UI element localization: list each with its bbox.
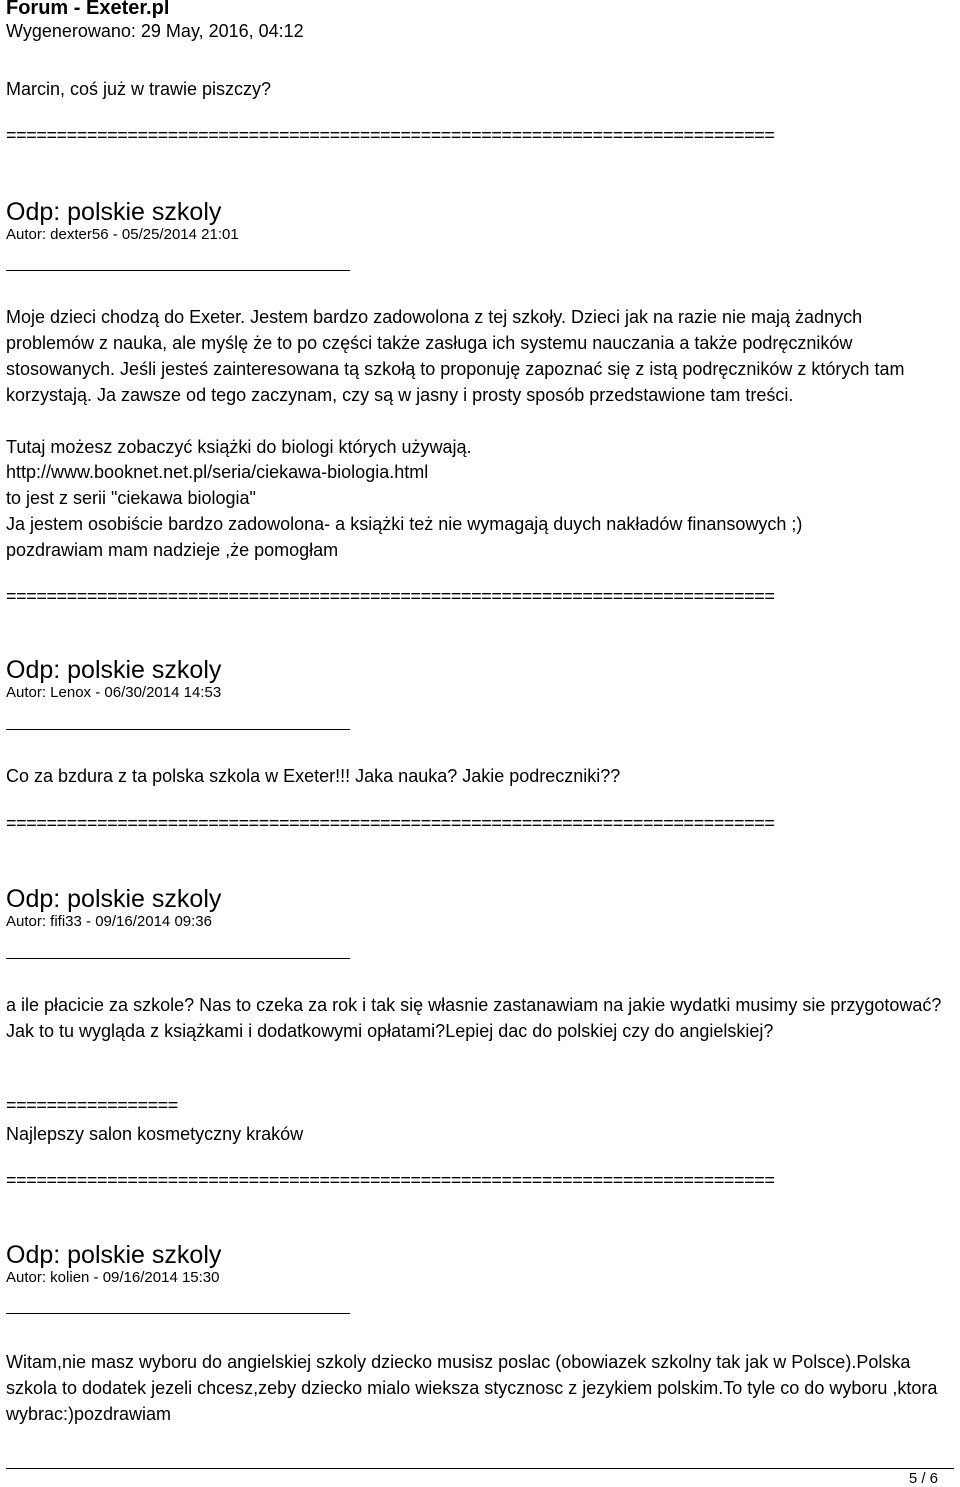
post-body-text: Ja jestem osobiście bardzo zadowolona- a książki też nie wymagają duych nakładów finansowych ;)	[6, 514, 803, 534]
post-title: Odp: polskie szkoly	[6, 1241, 222, 1269]
author-divider	[6, 958, 350, 959]
site-title: Forum - Exeter.pl	[6, 0, 170, 19]
post-body-text: Co za bzdura z ta polska szkola w Exeter!!! Jaka nauka? Jakie podreczniki??	[6, 766, 621, 786]
generated-timestamp: Wygenerowano: 29 May, 2016, 04:12	[6, 21, 304, 41]
post-body-text: Witam,nie masz wyboru do angielskiej szkoly dziecko musisz poslac (obowiazek szkolny tak jak w Polsce).Polska szkola to dodatek jezeli chcesz,zeby dziecko mialo wieksza stycznosc z jezykiem polskim.To tyle co do wyboru ,ktora wybrac:)pozdrawiam	[6, 1352, 938, 1424]
post-author: Autor: dexter56 - 05/25/2014 21:01	[6, 226, 239, 243]
post-body-text: a ile płacicie za szkole? Nas to czeka za rok i tak się własnie zastanawiam na jakie wydatki musimy sie przygotować? Jak to tu wygląda z książkami i dodatkowymi opłatami?Lepiej dac do polskiej czy do angielskiej?	[6, 995, 942, 1041]
post-body-text: to jest z serii "ciekawa biologia"	[6, 488, 256, 508]
post-link[interactable]: http://www.booknet.net.pl/seria/ciekawa-biologia.html	[6, 462, 429, 482]
author-divider	[6, 1313, 350, 1314]
page-number: 5 / 6	[908, 1470, 938, 1487]
footer-divider	[6, 1468, 954, 1469]
post-author: Autor: kolien - 09/16/2014 15:30	[6, 1269, 220, 1286]
post-separator: ============================================================================	[6, 813, 775, 833]
author-divider	[6, 729, 350, 730]
post-body-text: Marcin, coś już w trawie piszczy?	[6, 79, 272, 99]
post-title: Odp: polskie szkoly	[6, 198, 222, 226]
post-author: Autor: fifi33 - 09/16/2014 09:36	[6, 913, 212, 930]
signature-separator: =================	[6, 1095, 178, 1115]
author-divider	[6, 270, 350, 271]
post-signature: Najlepszy salon kosmetyczny kraków	[6, 1124, 304, 1144]
post-body-text: Tutaj możesz zobaczyć książki do biologi których używają.	[6, 437, 472, 457]
post-separator: ============================================================================	[6, 586, 775, 606]
post-body-text: pozdrawiam mam nadzieje ,że pomogłam	[6, 540, 339, 560]
post-author: Autor: Lenox - 06/30/2014 14:53	[6, 684, 222, 701]
post-separator: ============================================================================	[6, 1170, 775, 1190]
post-body-text: Moje dzieci chodzą do Exeter. Jestem bardzo zadowolona z tej szkoły. Dzieci jak na razie nie mają żadnych problemów z nauka, ale myślę że to po części także zasługa ich systemu nauczania a także podręczników stosowanych. Jeśli jesteś zainteresowana tą szkołą to proponuję zapoznać się z istą podręczników z których tam korzystają. Ja zawsze od tego zaczynam, czy są w jasny i prosty sposób przedstawione tam treści.	[6, 307, 905, 405]
post-title: Odp: polskie szkoly	[6, 656, 222, 684]
post-separator: ============================================================================	[6, 125, 775, 145]
post-title: Odp: polskie szkoly	[6, 885, 222, 913]
